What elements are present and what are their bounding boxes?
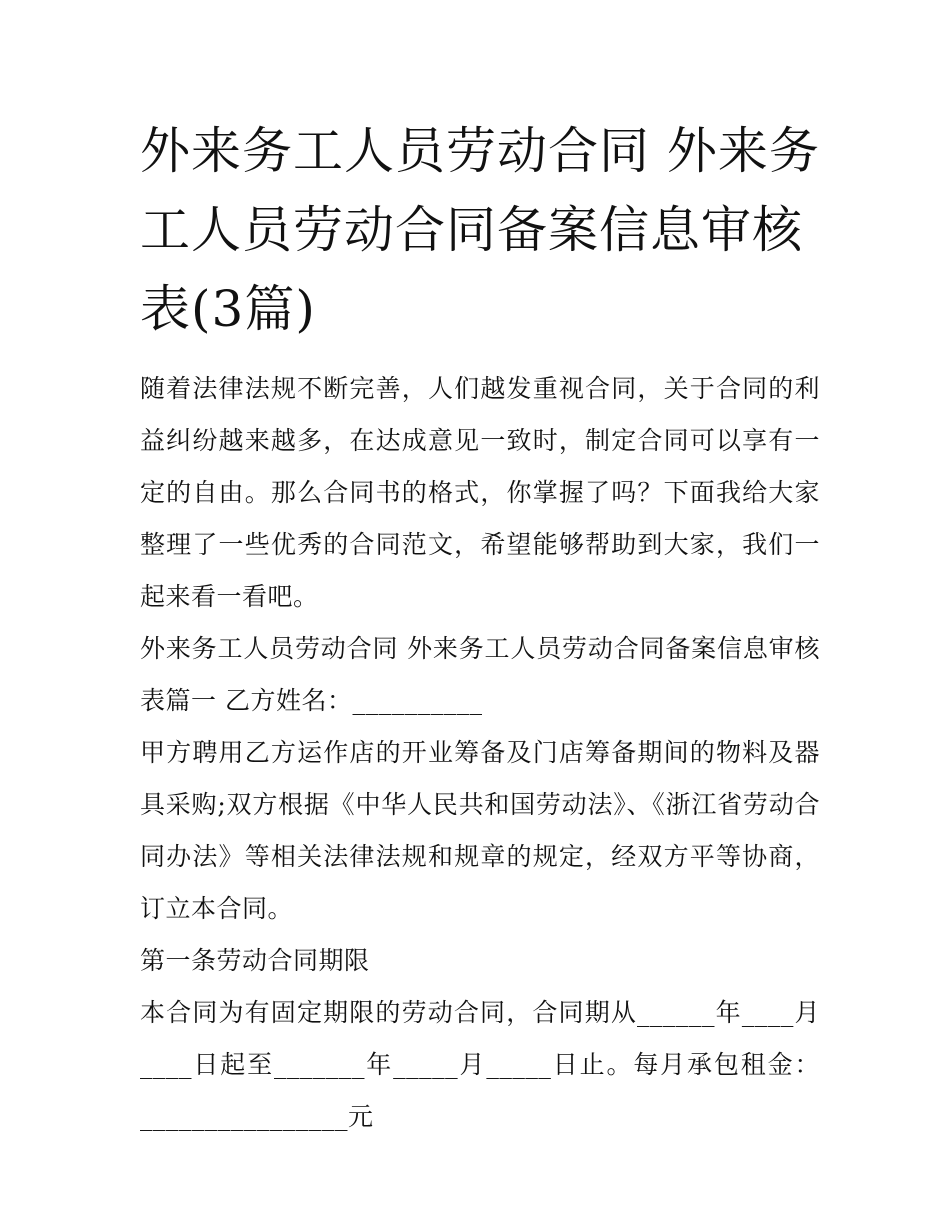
article-one-heading: 第一条劳动合同期限 bbox=[140, 946, 370, 975]
section-heading-paragraph: 外来务工人员劳动合同 外来务工人员劳动合同备案信息审核表篇一 乙方姓名：__________ bbox=[140, 634, 820, 715]
document-page bbox=[140, 112, 820, 1143]
contract-term-paragraph: 本合同为有固定期限的劳动合同，合同期从______年____月____日起至_______年_____月_____日止。每月承包租金：________________元 bbox=[140, 998, 820, 1131]
employment-purpose-paragraph: 甲方聘用乙方运作店的开业筹备及门店筹备期间的物料及器具采购;双方根据《中华人民共和国劳动法》、《浙江省劳动合同办法》等相关法律法规和规章的规定，经双方平等协商，订立本合同。 bbox=[140, 738, 820, 923]
intro-paragraph: 随着法律法规不断完善，人们越发重视合同，关于合同的利益纠纷越来越多，在达成意见一致时，制定合同可以享有一定的自由。那么合同书的格式，你掌握了吗？下面我给大家整理了一些优秀的合同范文，希望能够帮助到大家，我们一起来看一看吧。 bbox=[140, 374, 820, 611]
document-title: 外来务工人员劳动合同 外来务工人员劳动合同备案信息审核表(3篇) bbox=[140, 122, 820, 338]
